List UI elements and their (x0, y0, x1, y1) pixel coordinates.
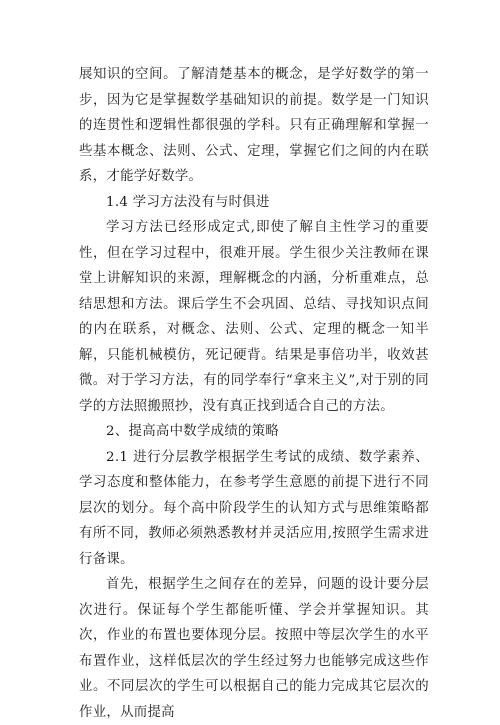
paragraph-3: 2.1 进行分层教学根据学生考试的成绩、数学素养、学习态度和整体能力，在参考学生意愿的前提下进行不同层次的划分。每个高中阶段学生的认知方式与思维策略都有所不同，教师必须熟悉教材并灵活应用,按照学生需求进行备课。 (79, 449, 429, 567)
paragraph-2: 学习方法已经形成定式,即使了解自主性学习的重要性，但在学习过程中，很难开展。学生很少关注教师在课堂上讲解知识的来源，理解概念的内涵，分析重难点，总结思想和方法。课后学生不会巩固、总结、寻找知识点间的内在联系，对概念、法则、公式、定理的概念一知半解，只能机械模仿，死记硬背。结果是事倍功半，收效甚微。对于学习方法，有的同学奉行“拿来主义”,对于别的同学的方法照搬照抄，没有真正找到适合自己的方法。 (79, 220, 429, 414)
section-heading-1-4: 1.4 学习方法没有与时俱进 (106, 194, 270, 210)
paragraph-1: 展知识的空间。了解清楚基本的概念，是学好数学的第一步，因为它是掌握数学基础知识的前提。数学是一门知识的连贯性和逻辑性都很强的学科。只有正确理解和掌握一些基本概念、法则、公式、定理，掌握它们之间的内在联系，才能学好数学。 (79, 67, 429, 184)
paragraph-4: 首先，根据学生之间存在的差异，问题的设计要分层次进行。保证每个学生都能听懂、学会并掌握知识。其次，作业的布置也要体现分层。按照中等层次学生的水平布置作业，这样低层次的学生经过努力也能够完成这些作业。不同层次的学生可以根据自己的能力完成其它层次的作业，从而提高 (79, 577, 429, 720)
document-page (79, 62, 429, 725)
section-heading-2: 2、提高高中数学成绩的策略 (106, 424, 280, 439)
